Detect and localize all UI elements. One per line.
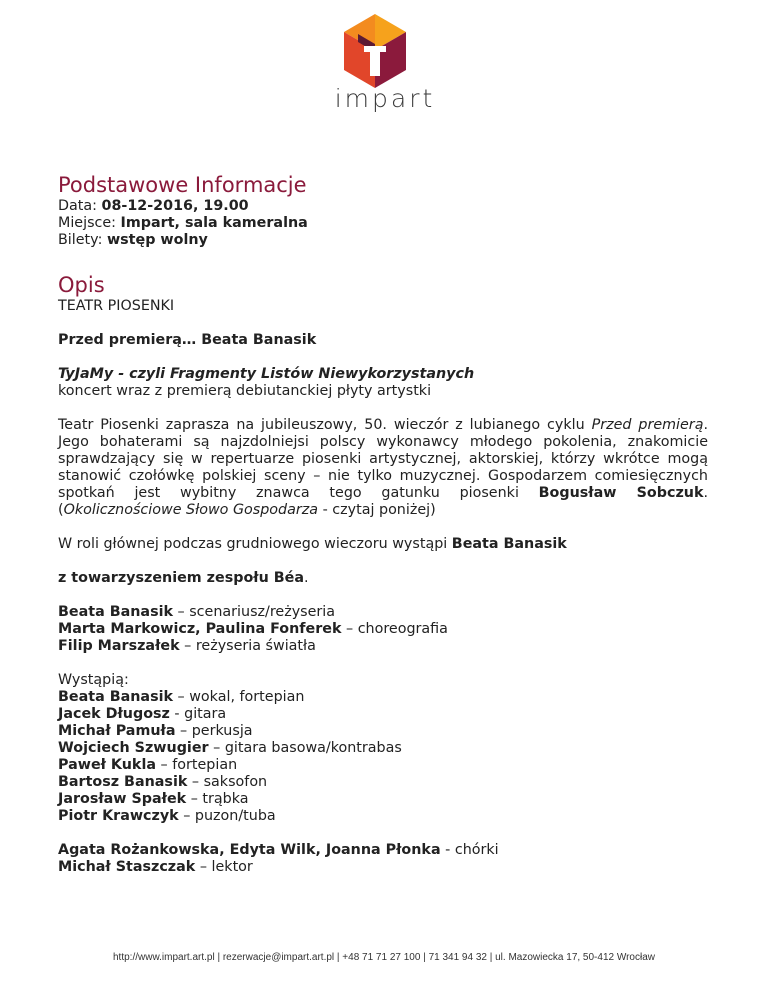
list-item: Marta Markowicz, Paulina Fonferek – choreografia: [58, 621, 448, 637]
footer-contact: http://www.impart.art.pl | rezerwacje@impart.art.pl | +48 71 71 27 100 | 71 341 94 32 | ul. Mazowiecka 17, 50-412 Wrocław: [112, 952, 656, 963]
lead-line: W roli głównej podczas grudniowego wieczoru wystąpi Beata Banasik: [58, 536, 567, 552]
date-label: Data:: [58, 198, 97, 214]
list-item: Beata Banasik – scenariusz/reżyseria: [58, 604, 336, 620]
band-line: z towarzyszeniem zespołu Béa.: [58, 570, 309, 586]
show-title: TyJaMy - czyli Fragmenty Listów Niewykorzystanych: [58, 366, 475, 382]
list-item: Wojciech Szwugier – gitara basowa/kontrabas: [58, 740, 402, 756]
crew-list: [58, 604, 708, 655]
tickets-label: Bilety:: [58, 232, 103, 248]
date-row: [58, 198, 708, 215]
description-section-title: Opis: [58, 273, 105, 297]
category: TEATR PIOSENKI: [58, 298, 175, 314]
date-value: 08-12-2016, 19.00: [101, 198, 249, 214]
place-row: [58, 215, 708, 232]
cast-heading: Wystąpią:: [58, 672, 129, 688]
list-item: Michał Staszczak – lektor: [58, 859, 253, 875]
event-info: [58, 198, 708, 249]
show-subtitle: koncert wraz z premierą debiutanckiej płyty artystki: [58, 383, 432, 399]
list-item: Jarosław Spałek – trąbka: [58, 791, 249, 807]
list-item: Beata Banasik – wokal, fortepian: [58, 689, 305, 705]
info-section-title: Podstawowe Informacje: [58, 173, 307, 197]
list-item: Filip Marszałek – reżyseria światła: [58, 638, 316, 654]
list-item: Bartosz Banasik – saksofon: [58, 774, 268, 790]
tickets-row: [58, 232, 708, 249]
place-label: Miejsce:: [58, 215, 116, 231]
list-item: Jacek Długosz - gitara: [58, 706, 227, 722]
place-value: Impart, sala kameralna: [120, 215, 308, 231]
impart-logo-icon: [340, 12, 410, 90]
list-item: Agata Rożankowska, Edyta Wilk, Joanna Płonka - chórki: [58, 842, 499, 858]
extra-list: [58, 842, 708, 876]
list-item: Paweł Kukla – fortepian: [58, 757, 238, 773]
event-content: [58, 172, 708, 876]
tickets-value: wstęp wolny: [106, 232, 208, 248]
cast-list: [58, 672, 708, 825]
list-item: Michał Pamuła – perkusja: [58, 723, 253, 739]
description-paragraph: Teatr Piosenki zaprasza na jubileuszowy, 50. wieczór z lubianego cyklu Przed premierą. Jego bohaterami są najzdolniejsi polscy wykonawcy młodego pokolenia, znakomicie sprawdzający się w repertuarze piosenki artystycznej, aktorskiej, którzy wkrótce mogą stanowić czołówkę polskiej sceny – nie tylko muzycznej. Gospodarzem comiesięcznych spotkań jest wybitny znawca tego gatunku piosenki Bogusław Sobczuk. (Okolicznościowe Słowo Gospodarza - czytaj poniżej): [58, 417, 708, 518]
headline: Przed premierą… Beata Banasik: [58, 332, 317, 348]
brand-name: impart: [334, 84, 436, 113]
list-item: Piotr Krawczyk – puzon/tuba: [58, 808, 276, 824]
